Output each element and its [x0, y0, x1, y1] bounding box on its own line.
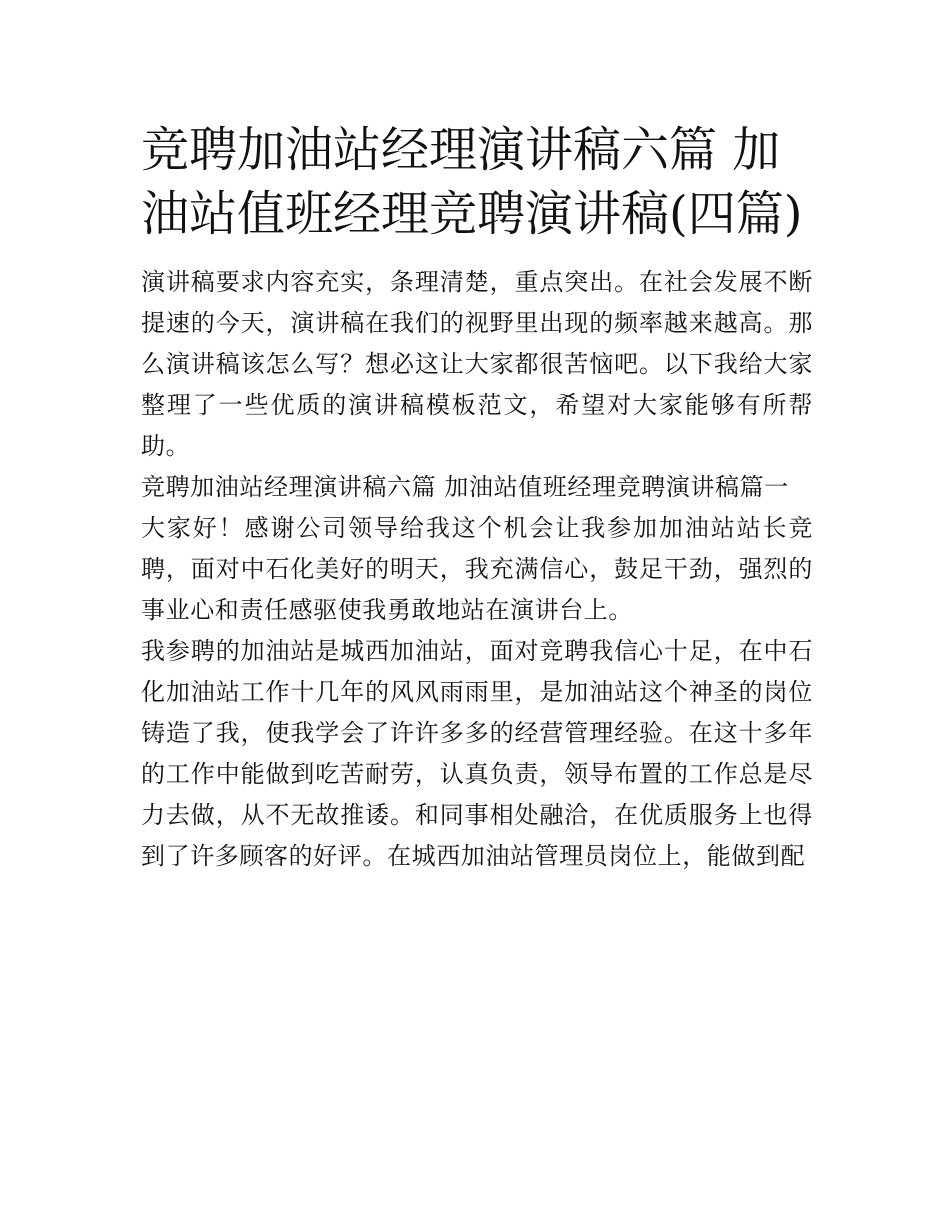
document-title: 竞聘加油站经理演讲稿六篇 加油站值班经理竞聘演讲稿(四篇) [141, 122, 803, 242]
greeting-paragraph: 大家好！感谢公司领导给我这个机会让我参加加油站站长竞聘，面对中石化美好的明天，我充满信心，鼓足干劲，强烈的事业心和责任感驱使我勇敢地站在演讲台上。 [141, 514, 813, 624]
document-body [141, 262, 813, 877]
section-heading: 竞聘加油站经理演讲稿六篇 加油站值班经理竞聘演讲稿篇一 [141, 473, 789, 501]
body-paragraph: 我参聘的加油站是城西加油站，面对竞聘我信心十足，在中石化加油站工作十几年的风风雨雨里，是加油站这个神圣的岗位铸造了我，使我学会了许许多多的经营管理经验。在这十多年的工作中能做到吃苦耐劳，认真负责，领导布置的工作总是尽力去做，从不无故推诿。和同事相处融洽，在优质服务上也得到了许多顾客的好评。在城西加油站管理员岗位上，能做到配 [141, 637, 813, 870]
intro-paragraph: 演讲稿要求内容充实，条理清楚，重点突出。在社会发展不断提速的今天，演讲稿在我们的视野里出现的频率越来越高。那么演讲稿该怎么写？想必这让大家都很苦恼吧。以下我给大家整理了一些优质的演讲稿模板范文，希望对大家能够有所帮助。 [141, 268, 813, 460]
document-page [141, 118, 813, 877]
